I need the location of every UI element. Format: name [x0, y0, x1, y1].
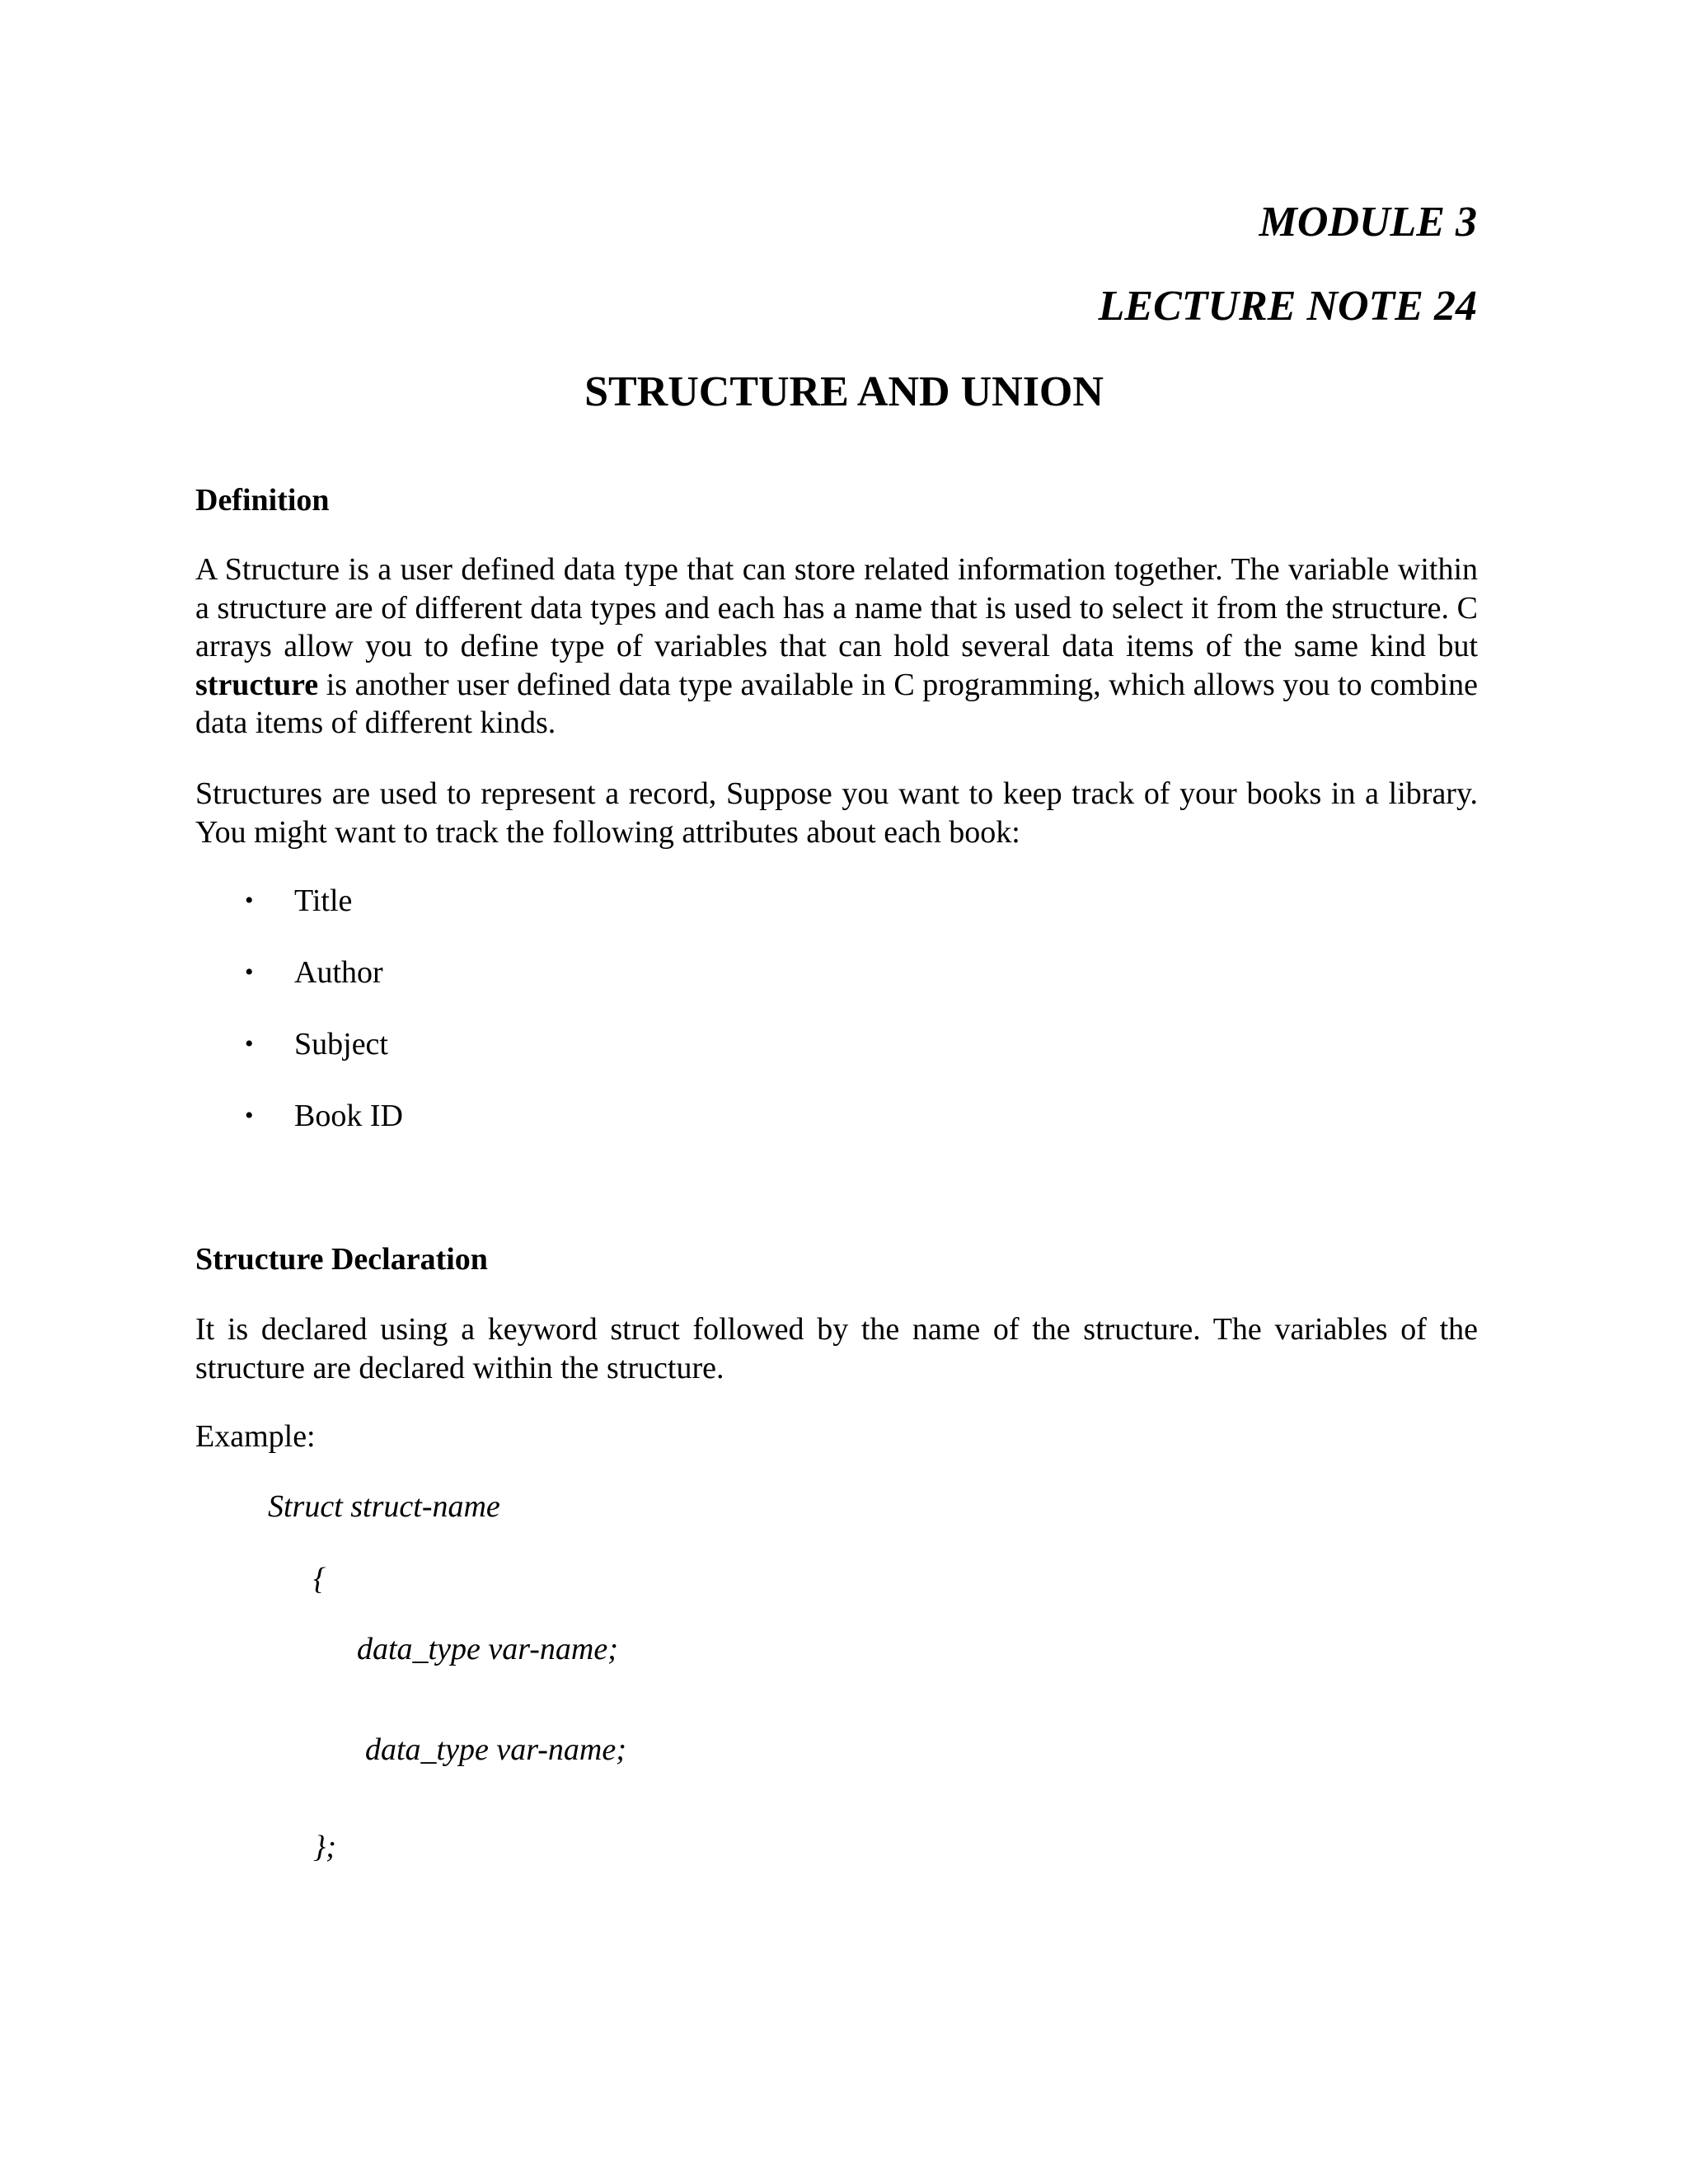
- list-item-text: Book ID: [294, 1099, 403, 1133]
- module-title: MODULE 3: [1259, 199, 1477, 246]
- bullet-icon: •: [245, 887, 254, 914]
- bullet-icon: •: [245, 1030, 254, 1057]
- definition-bold-term: structure: [195, 667, 319, 702]
- bullet-icon: •: [245, 1102, 254, 1129]
- document-title: STRUCTURE AND UNION: [584, 368, 1104, 415]
- declaration-paragraph: It is declared using a keyword struct followed by the name of the structure. The variables of the structure are declared within the structure.: [195, 1312, 1478, 1385]
- definition-paragraph: [195, 551, 1478, 743]
- example-label: Example:: [195, 1419, 316, 1454]
- bullet-icon: •: [245, 958, 254, 986]
- lecture-title: LECTURE NOTE 24: [1098, 283, 1477, 330]
- definition-heading: Definition: [195, 483, 330, 518]
- records-paragraph: Structures are used to represent a record, Suppose you want to keep track of your books in a library. You might want to track the following attributes about each book:: [195, 776, 1478, 850]
- list-item-text: Title: [294, 883, 353, 918]
- code-close-brace: };: [313, 1830, 336, 1864]
- list-item-text: Subject: [294, 1027, 388, 1062]
- declaration-heading: Structure Declaration: [195, 1242, 488, 1277]
- definition-text-part2: is another user defined data type available in C programming, which allows you to combine data items of different kinds.: [195, 667, 1478, 740]
- code-open-brace: {: [313, 1562, 326, 1596]
- code-struct-line: Struct struct-name: [268, 1489, 500, 1524]
- code-member-line: data_type var-name;: [357, 1632, 618, 1666]
- definition-text-part1: A Structure is a user defined data type that can store related information together. The variable within a structure are of different data types and each has a name that is used to select it from the structure. C arrays allow you to define type of variables that can hold several data items of the same kind but: [195, 552, 1478, 663]
- code-member-line: data_type var-name;: [365, 1732, 626, 1767]
- list-item-text: Author: [294, 955, 383, 990]
